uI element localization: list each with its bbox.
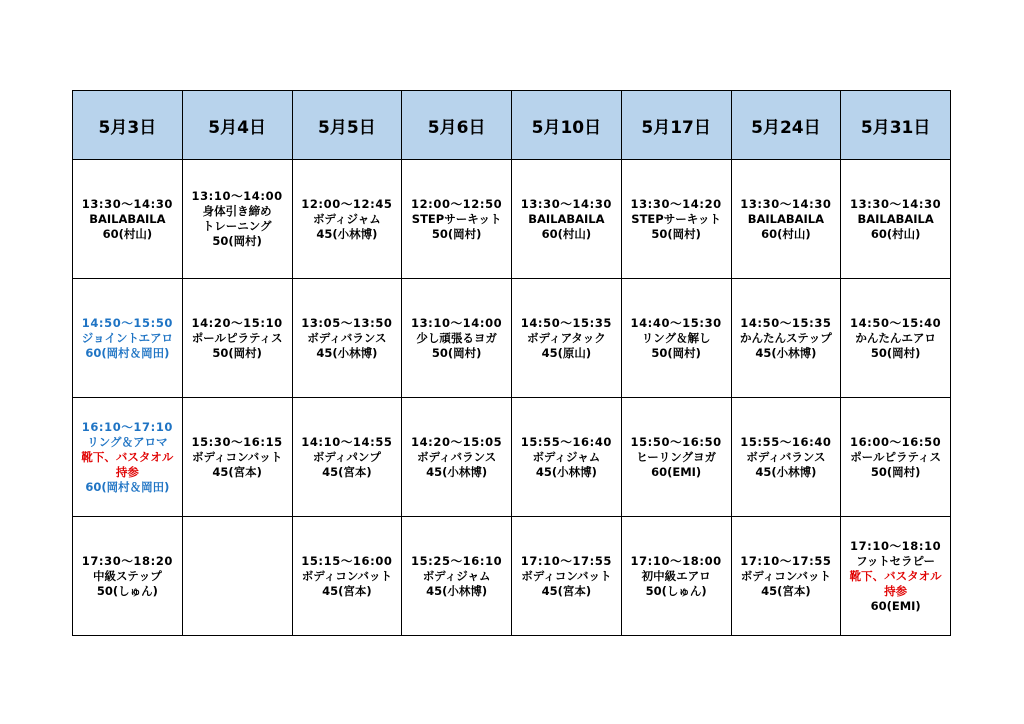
class-cell	[841, 517, 951, 636]
class-time: 13:30〜14:20	[630, 196, 722, 211]
class-cell	[292, 398, 402, 517]
class-time: 17:30〜18:20	[81, 553, 174, 568]
class-time: 16:00〜16:50	[849, 434, 942, 449]
class-line: STEPサーキット	[411, 211, 502, 226]
class-line: 50(岡村)	[870, 345, 921, 360]
class-line: 50(岡村)	[431, 226, 482, 241]
class-line: 50(岡村)	[651, 345, 701, 360]
class-line: 50(岡村)	[651, 226, 701, 241]
day-header: 5月31日	[841, 91, 951, 160]
class-line: かんたんステップ	[739, 330, 832, 345]
day-header: 5月24日	[731, 91, 841, 160]
class-time: 17:10〜17:55	[740, 553, 832, 568]
day-header: 5月10日	[512, 91, 622, 160]
class-cell	[621, 398, 731, 517]
class-cell	[402, 517, 512, 636]
class-line: リング＆解し	[641, 330, 711, 345]
class-line: 初中級エアロ	[641, 568, 711, 583]
class-line: ボディコンバット	[301, 568, 393, 583]
class-time: 13:30〜14:30	[740, 196, 832, 211]
class-line: ボディジャム	[312, 211, 381, 226]
class-time: 15:30〜16:15	[191, 434, 283, 449]
class-line: BAILABAILA	[747, 211, 825, 226]
class-line: ポールピラティス	[850, 449, 942, 464]
class-cell	[402, 279, 512, 398]
class-line: 45(小林博)	[316, 345, 378, 360]
class-line: 60(岡村＆岡田)	[85, 345, 170, 360]
class-cell	[73, 398, 183, 517]
class-line: BAILABAILA	[857, 211, 934, 226]
class-cell	[621, 279, 731, 398]
class-time: 12:00〜12:50	[410, 196, 503, 211]
class-line: 45(小林博)	[535, 464, 597, 479]
class-cell	[621, 517, 731, 636]
day-header: 5月4日	[182, 91, 292, 160]
class-time: 13:10〜14:00	[191, 189, 283, 203]
class-line: ボディコンバット	[191, 449, 283, 464]
class-cell	[73, 160, 183, 279]
class-line: 持参	[884, 583, 908, 598]
schedule-row	[73, 398, 951, 517]
day-header: 5月3日	[73, 91, 183, 160]
class-line: 60(村山)	[102, 226, 153, 241]
class-line: 45(小林博)	[426, 464, 488, 479]
class-line: トレーニング	[202, 219, 272, 233]
class-line: ヒーリングヨガ	[636, 449, 717, 464]
class-cell	[292, 160, 402, 279]
class-cell	[512, 517, 622, 636]
class-line: ボディバランス	[746, 449, 826, 464]
class-time: 17:10〜18:10	[849, 538, 942, 553]
class-line: リング＆アロマ	[87, 434, 168, 449]
class-line: 50(岡村)	[870, 464, 921, 479]
class-time: 14:10〜14:55	[301, 434, 393, 449]
class-line: 60(村山)	[541, 226, 592, 241]
class-line: ボディパンプ	[312, 449, 381, 464]
class-cell	[731, 160, 841, 279]
class-line: 60(村山)	[761, 226, 811, 241]
class-line: 60(村山)	[870, 226, 921, 241]
class-line: 45(宮本)	[761, 583, 811, 598]
class-time: 14:50〜15:35	[740, 315, 832, 330]
class-line: ボディバランス	[417, 449, 497, 464]
class-cell	[841, 160, 951, 279]
class-cell	[731, 279, 841, 398]
class-cell	[73, 279, 183, 398]
class-line: 45(小林博)	[755, 464, 817, 479]
class-line: 45(宮本)	[541, 583, 592, 598]
class-cell	[402, 398, 512, 517]
class-line: 60(EMI)	[870, 598, 921, 613]
class-line: 50(岡村)	[431, 345, 482, 360]
class-time: 13:30〜14:30	[81, 196, 174, 211]
class-time: 14:50〜15:35	[520, 315, 613, 330]
class-cell	[731, 517, 841, 636]
class-line: 45(小林博)	[426, 583, 488, 598]
class-cell	[292, 517, 402, 636]
class-line: フットセラピー	[856, 553, 936, 568]
class-line: 身体引き締め	[202, 204, 272, 218]
class-line: ポールピラティス	[191, 330, 283, 345]
class-time: 13:05〜13:50	[301, 315, 393, 330]
class-line: ボディジャム	[422, 568, 491, 583]
class-line: BAILABAILA	[89, 211, 166, 226]
class-line: 50(岡村)	[212, 345, 262, 360]
schedule-row	[73, 279, 951, 398]
class-time: 14:20〜15:10	[191, 315, 283, 330]
class-time: 17:10〜18:00	[630, 553, 722, 568]
class-time: 14:50〜15:50	[81, 315, 174, 330]
class-cell	[512, 160, 622, 279]
class-time: 14:40〜15:30	[630, 315, 722, 330]
class-cell	[182, 279, 292, 398]
class-cell	[512, 398, 622, 517]
schedule-row	[73, 517, 951, 636]
class-cell	[731, 398, 841, 517]
day-header: 5月5日	[292, 91, 402, 160]
class-time: 17:10〜17:55	[520, 553, 613, 568]
class-line: 45(宮本)	[212, 464, 262, 479]
class-line: 60(岡村＆岡田)	[85, 479, 170, 494]
class-line: 45(小林博)	[316, 226, 378, 241]
class-line: 持参	[115, 464, 139, 479]
class-line: 45(宮本)	[322, 583, 372, 598]
class-time: 13:30〜14:30	[520, 196, 613, 211]
class-cell	[292, 279, 402, 398]
class-line: ボディコンバット	[521, 568, 612, 583]
class-cell	[182, 160, 292, 279]
day-header: 5月6日	[402, 91, 512, 160]
class-line: STEPサーキット	[631, 211, 721, 226]
schedule-body	[73, 160, 951, 636]
class-time: 15:15〜16:00	[301, 553, 393, 568]
class-line: ボディジャム	[532, 449, 601, 464]
class-cell	[73, 517, 183, 636]
header-row	[73, 91, 951, 160]
class-line: 靴下、バスタオル	[849, 568, 942, 583]
day-header: 5月17日	[621, 91, 731, 160]
class-cell	[182, 517, 292, 636]
class-time: 15:55〜16:40	[740, 434, 832, 449]
class-line: 45(原山)	[541, 345, 592, 360]
class-line: ボディバランス	[307, 330, 387, 345]
class-cell	[841, 279, 951, 398]
class-line: BAILABAILA	[528, 211, 605, 226]
class-cell	[841, 398, 951, 517]
class-line: 50(しゅん)	[96, 583, 158, 598]
class-line: かんたんエアロ	[855, 330, 936, 345]
class-time: 14:20〜15:05	[410, 434, 503, 449]
class-cell	[402, 160, 512, 279]
class-line: 50(しゅん)	[645, 583, 707, 598]
class-line: 45(小林博)	[755, 345, 817, 360]
class-cell	[512, 279, 622, 398]
class-line: ジョイントエアロ	[81, 330, 174, 345]
class-line: 中級ステップ	[92, 568, 162, 583]
class-line: ボディアタック	[526, 330, 606, 345]
class-line: ボディコンバット	[740, 568, 832, 583]
class-line: 少し頑張るヨガ	[416, 330, 497, 345]
class-time: 16:10〜17:10	[81, 419, 174, 434]
schedule-table	[72, 90, 951, 636]
class-time: 12:00〜12:45	[301, 196, 393, 211]
class-cell	[182, 398, 292, 517]
class-time: 13:30〜14:30	[849, 196, 942, 211]
class-time: 14:50〜15:40	[849, 315, 942, 330]
class-line: 50(岡村)	[212, 234, 262, 248]
schedule-row	[73, 160, 951, 279]
class-time: 15:50〜16:50	[630, 434, 722, 449]
class-time: 15:25〜16:10	[410, 553, 503, 568]
class-cell	[621, 160, 731, 279]
class-time: 15:55〜16:40	[520, 434, 613, 449]
class-line: 45(宮本)	[322, 464, 372, 479]
class-line: 靴下、バスタオル	[81, 449, 174, 464]
class-time: 13:10〜14:00	[410, 315, 503, 330]
class-line: 60(EMI)	[651, 464, 702, 479]
